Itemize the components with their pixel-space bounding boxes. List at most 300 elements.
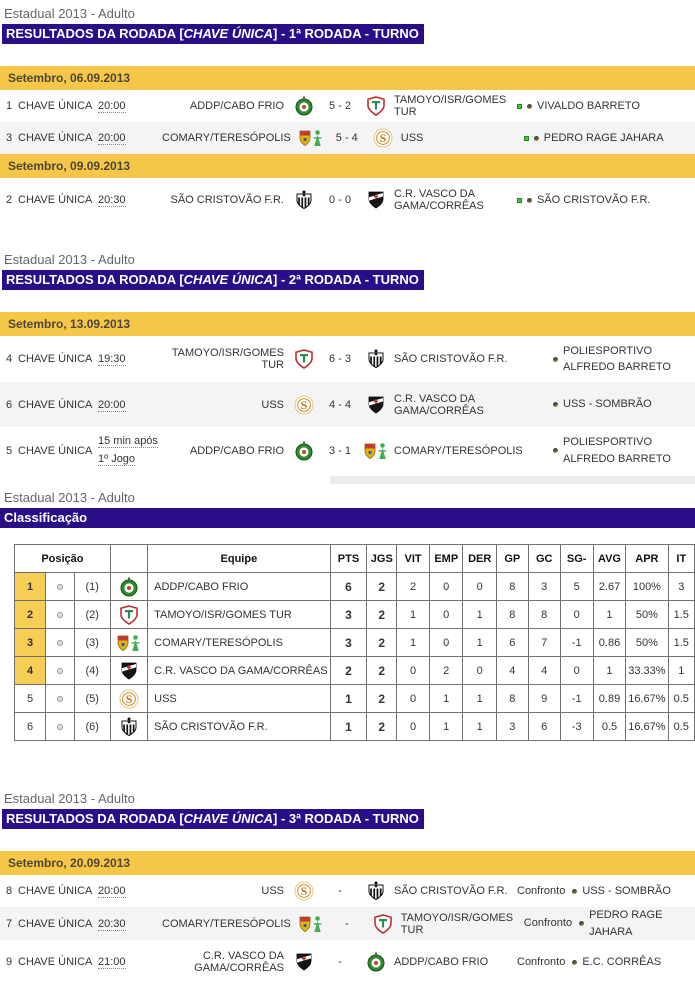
venue-cell	[517, 396, 695, 413]
match-time	[98, 399, 162, 411]
venue-name: PEDRO RAGE JAHARA	[589, 909, 663, 938]
venue-marker-icon	[579, 921, 584, 926]
team-name: COMARY/TERESÓPOLIS	[148, 629, 330, 657]
match-score: -	[338, 885, 342, 897]
match-time-tooltip[interactable]: 20:00	[98, 885, 126, 897]
match-score: 0 - 0	[328, 194, 351, 206]
venue-name: POLIESPORTIVO ALFREDO BARRETO	[563, 436, 671, 465]
seed: (1)	[74, 573, 110, 601]
uss-crest-icon	[373, 128, 393, 148]
venue-marker-icon	[553, 357, 558, 362]
addp-cabo-frio-crest-icon	[119, 577, 139, 597]
match-row-6	[0, 382, 695, 427]
banner-italic-text: CHAVE ÚNICA	[183, 272, 273, 287]
uss-crest-icon	[294, 395, 314, 415]
round-3-section	[0, 791, 695, 984]
match-row-5	[0, 427, 695, 474]
away-team: TAMOYO/ISR/GOMES TUR	[400, 911, 514, 936]
gc: 6	[528, 713, 560, 741]
venue-cell	[524, 130, 695, 147]
avg: 0.5	[593, 713, 626, 741]
table-row	[15, 573, 695, 601]
sg: 0	[560, 601, 593, 629]
status-dot	[46, 601, 74, 629]
away-team: COMARY/TERESÓPOLIS	[394, 444, 523, 457]
neutral-dot-icon	[57, 584, 63, 590]
venue-cell	[517, 98, 695, 115]
pts: 6	[330, 573, 367, 601]
comary-teresopolis-crest-icon	[298, 914, 324, 934]
away-crest	[370, 128, 396, 148]
gp: 8	[496, 601, 528, 629]
away-team: ADDP/CABO FRIO	[394, 956, 489, 968]
status-dot	[46, 657, 74, 685]
classification-section	[0, 490, 695, 741]
match-stage: CHAVE ÚNICA	[18, 398, 93, 411]
competition-title: Estadual 2013 - Adulto	[4, 490, 135, 505]
competition-title: Estadual 2013 - Adulto	[4, 6, 135, 21]
der: 1	[463, 601, 496, 629]
venue-cell	[517, 192, 695, 209]
date-header: Setembro, 13.09.2013	[0, 312, 695, 336]
home-team: COMARY/TERESÓPOLIS	[162, 132, 291, 144]
venue-cell	[517, 343, 695, 376]
match-score: 5 - 2	[328, 100, 351, 112]
vasco-crest-icon	[366, 395, 386, 415]
avg: 0.86	[593, 629, 626, 657]
confronto-label: Confronto	[523, 917, 573, 930]
match-time	[98, 918, 162, 930]
competition-title: Estadual 2013 - Adulto	[4, 791, 135, 806]
tamoyo-crest-icon	[119, 605, 139, 625]
position: 4	[15, 657, 46, 685]
venue-name: USS - SOMBRÃO	[582, 884, 671, 897]
home-crest	[291, 190, 317, 210]
col-avg: AVG	[593, 545, 626, 573]
it: 0.5	[668, 685, 694, 713]
position: 2	[15, 601, 46, 629]
team-name: SÃO CRISTOVÃO F.R.	[148, 713, 330, 741]
col-pts: PTS	[330, 545, 367, 573]
comary-teresopolis-crest-icon	[298, 128, 324, 148]
venue-marker-icon	[553, 402, 558, 407]
match-time	[98, 132, 162, 144]
position: 5	[15, 685, 46, 713]
match-time	[98, 353, 162, 365]
col-apr: APR	[626, 545, 668, 573]
match-number: 7	[6, 917, 13, 930]
away-team: C.R. VASCO DA GAMA/CORRÊAS	[394, 188, 484, 212]
match-time	[98, 885, 162, 897]
position: 6	[15, 713, 46, 741]
venue-cell	[517, 954, 695, 971]
home-team: SÃO CRISTOVÃO F.R.	[170, 194, 284, 206]
col-gc: GC	[528, 545, 560, 573]
venue-marker-icon	[527, 198, 532, 203]
table-row	[15, 629, 695, 657]
venue-marker-icon	[572, 960, 577, 965]
seed: (3)	[74, 629, 110, 657]
home-crest	[291, 881, 317, 901]
match-time	[98, 100, 162, 112]
table-row	[15, 601, 695, 629]
table-row	[15, 685, 695, 713]
avg: 0.89	[593, 685, 626, 713]
apr: 33.33%	[626, 657, 668, 685]
home-crest	[291, 441, 317, 461]
sg: -1	[560, 629, 593, 657]
round-2-banner	[2, 270, 424, 290]
match-stage: CHAVE ÚNICA	[18, 194, 93, 206]
match-row-1	[0, 90, 695, 122]
col-sg: SG-	[560, 545, 593, 573]
home-crest	[298, 128, 324, 148]
pts: 3	[330, 629, 367, 657]
col-der: DER	[463, 545, 496, 573]
sg: 5	[560, 573, 593, 601]
away-crest	[363, 395, 389, 415]
vit: 1	[397, 601, 430, 629]
match-time-tooltip[interactable]: 19:30	[98, 353, 126, 365]
confronto-label: Confronto	[517, 955, 566, 968]
it: 1.5	[668, 629, 694, 657]
finished-marker-icon	[517, 104, 522, 109]
gp: 6	[496, 629, 528, 657]
position: 3	[15, 629, 46, 657]
away-team: USS	[400, 132, 424, 144]
pts: 1	[330, 685, 367, 713]
tamoyo-crest-icon	[294, 349, 314, 369]
tamoyo-crest-icon	[366, 96, 386, 116]
home-crest	[291, 395, 317, 415]
finished-marker-icon	[517, 198, 522, 203]
neutral-dot-icon	[57, 724, 63, 730]
standings-table	[14, 544, 695, 741]
position: 1	[15, 573, 46, 601]
home-team: USS	[261, 398, 284, 411]
round-1-banner	[2, 24, 424, 44]
away-team: SÃO CRISTOVÃO F.R.	[394, 353, 508, 365]
col-equipe: Equipe	[148, 545, 330, 573]
match-number: 2	[6, 194, 13, 206]
apr: 16.67%	[626, 685, 668, 713]
match-stage: CHAVE ÚNICA	[18, 100, 93, 112]
match-row-4	[0, 336, 695, 382]
home-crest	[291, 96, 317, 116]
gc: 4	[528, 657, 560, 685]
seed: (4)	[74, 657, 110, 685]
col-vit: VIT	[397, 545, 430, 573]
match-time-tooltip[interactable]: 20:30	[98, 917, 126, 930]
round-1-section	[0, 6, 695, 222]
jgs: 2	[367, 657, 397, 685]
venue-name: USS - SOMBRÃO	[563, 398, 652, 411]
emp: 0	[429, 573, 463, 601]
match-stage: CHAVE ÚNICA	[18, 444, 93, 457]
tamoyo-crest-icon	[373, 914, 393, 934]
banner-italic-text: CHAVE ÚNICA	[183, 26, 273, 41]
away-team: TAMOYO/ISR/GOMES TUR	[394, 94, 507, 118]
it: 3	[668, 573, 694, 601]
venue-name: SÃO CRISTOVÃO F.R.	[537, 193, 651, 206]
away-team: SÃO CRISTOVÃO F.R.	[394, 885, 508, 897]
match-number: 5	[6, 444, 13, 457]
comary-teresopolis-crest-icon	[363, 441, 389, 461]
neutral-dot-icon	[57, 668, 63, 674]
comary-teresopolis-crest-icon	[116, 633, 142, 653]
status-dot	[46, 573, 74, 601]
venue-marker-icon	[572, 889, 577, 894]
status-dot	[46, 713, 74, 741]
table-row	[15, 657, 695, 685]
gp: 8	[496, 573, 528, 601]
match-score: 6 - 3	[328, 353, 351, 365]
home-crest	[298, 914, 324, 934]
sao-cristovao-crest-icon	[366, 349, 386, 369]
sg: -3	[560, 713, 593, 741]
it: 0.5	[668, 713, 694, 741]
gp: 4	[496, 657, 528, 685]
round-1-matches	[0, 66, 695, 222]
competition-title: Estadual 2013 - Adulto	[4, 252, 135, 267]
match-score: 3 - 1	[328, 444, 351, 457]
match-stage: CHAVE ÚNICA	[18, 917, 93, 930]
match-time-tooltip[interactable]: 20:00	[98, 100, 126, 112]
team-name: TAMOYO/ISR/GOMES TUR	[148, 601, 330, 629]
addp-cabo-frio-crest-icon	[366, 952, 386, 972]
venue-cell	[524, 907, 695, 940]
addp-cabo-frio-crest-icon	[294, 96, 314, 116]
venue-name: PEDRO RAGE JAHARA	[543, 131, 664, 144]
round-2-section	[0, 252, 695, 474]
match-number: 9	[6, 956, 13, 968]
home-team: TAMOYO/ISR/GOMES TUR	[171, 347, 284, 371]
vit: 0	[397, 657, 430, 685]
sao-cristovao-crest-icon	[294, 190, 314, 210]
match-time	[98, 956, 162, 968]
table-row	[15, 713, 695, 741]
away-team: C.R. VASCO DA GAMA/CORRÊAS	[394, 392, 484, 417]
uss-crest-icon	[294, 881, 314, 901]
match-time	[98, 433, 162, 468]
team-crest	[110, 629, 147, 657]
banner-text: RESULTADOS DA RODADA [	[6, 272, 184, 287]
vasco-crest-icon	[366, 190, 386, 210]
home-team: COMARY/TERESÓPOLIS	[162, 917, 291, 930]
team-crest	[110, 601, 147, 629]
match-stage: CHAVE ÚNICA	[18, 132, 93, 144]
team-crest	[110, 573, 147, 601]
it: 1.5	[668, 601, 694, 629]
emp: 0	[429, 629, 463, 657]
status-dot	[46, 629, 74, 657]
apr: 50%	[626, 601, 668, 629]
sao-cristovao-crest-icon	[366, 881, 386, 901]
der: 1	[463, 713, 496, 741]
neutral-dot-icon	[57, 696, 63, 702]
home-team: USS	[261, 885, 284, 897]
match-stage: CHAVE ÚNICA	[18, 885, 93, 897]
avg: 2.67	[593, 573, 626, 601]
banner-text: RESULTADOS DA RODADA [	[6, 26, 184, 41]
match-row-3	[0, 122, 695, 154]
home-team: ADDP/CABO FRIO	[189, 100, 284, 112]
finished-marker-icon	[524, 136, 529, 141]
team-crest	[110, 685, 147, 713]
vit: 0	[397, 713, 430, 741]
match-stage: CHAVE ÚNICA	[18, 353, 93, 365]
team-name: USS	[148, 685, 330, 713]
venue-marker-icon	[553, 448, 558, 453]
away-crest	[363, 190, 389, 210]
neutral-dot-icon	[57, 612, 63, 618]
team-crest	[110, 657, 147, 685]
match-time	[98, 194, 162, 206]
der: 1	[463, 629, 496, 657]
venue-name: POLIESPORTIVO ALFREDO BARRETO	[563, 344, 671, 373]
avg: 1	[593, 601, 626, 629]
banner-text: ] - 1ª RODADA - TURNO	[273, 26, 419, 41]
apr: 16.67%	[626, 713, 668, 741]
sg: -1	[560, 685, 593, 713]
pts: 2	[330, 657, 367, 685]
seed: (5)	[74, 685, 110, 713]
apr: 50%	[626, 629, 668, 657]
match-row-9	[0, 940, 695, 984]
sao-cristovao-crest-icon	[119, 717, 139, 737]
emp: 0	[429, 601, 463, 629]
team-name: ADDP/CABO FRIO	[148, 573, 330, 601]
match-number: 3	[6, 132, 13, 144]
pts: 1	[330, 713, 367, 741]
venue-marker-icon	[527, 104, 532, 109]
match-score: -	[338, 956, 342, 968]
home-team: C.R. VASCO DA GAMA/CORRÊAS	[194, 950, 284, 974]
seed: (6)	[74, 713, 110, 741]
uss-crest-icon	[119, 689, 139, 709]
venue-name: E.C. CORRÊAS	[582, 955, 662, 968]
venue-cell	[517, 434, 695, 467]
addp-cabo-frio-crest-icon	[294, 441, 314, 461]
match-row-8	[0, 875, 695, 907]
round-2-matches	[0, 312, 695, 474]
away-crest	[363, 441, 389, 461]
match-row-2	[0, 178, 695, 222]
team-crest	[110, 713, 147, 741]
match-time-tooltip[interactable]: 20:00	[98, 398, 126, 411]
gc: 7	[528, 629, 560, 657]
date-header: Setembro, 06.09.2013	[0, 66, 695, 90]
jgs: 2	[367, 573, 397, 601]
seed: (2)	[74, 601, 110, 629]
vit: 1	[397, 629, 430, 657]
neutral-dot-icon	[57, 640, 63, 646]
emp: 2	[429, 657, 463, 685]
sg: 0	[560, 657, 593, 685]
render-artifact	[330, 476, 695, 484]
venue-cell	[517, 883, 695, 900]
home-crest	[291, 349, 317, 369]
gc: 8	[528, 601, 560, 629]
col-crest	[110, 545, 147, 573]
avg: 1	[593, 657, 626, 685]
venue-marker-icon	[534, 136, 539, 141]
match-number: 1	[6, 100, 13, 112]
banner-text: ] - 3ª RODADA - TURNO	[273, 811, 419, 826]
banner-italic-text: CHAVE ÚNICA	[183, 811, 273, 826]
der: 0	[463, 573, 496, 601]
vasco-crest-icon	[119, 661, 139, 681]
apr: 100%	[626, 573, 668, 601]
gp: 8	[496, 685, 528, 713]
banner-text: RESULTADOS DA RODADA [	[6, 811, 184, 826]
col-jgs: JGS	[367, 545, 397, 573]
away-crest	[363, 349, 389, 369]
der: 1	[463, 685, 496, 713]
venue-name: VIVALDO BARRETO	[537, 99, 640, 112]
date-header: Setembro, 20.09.2013	[0, 851, 695, 875]
team-name: C.R. VASCO DA GAMA/CORRÊAS	[148, 657, 330, 685]
match-time-tooltip[interactable]: 20:00	[98, 132, 126, 144]
emp: 1	[429, 713, 463, 741]
gc: 9	[528, 685, 560, 713]
jgs: 2	[367, 629, 397, 657]
round-3-banner	[2, 809, 424, 829]
round-3-matches	[0, 851, 695, 984]
pts: 3	[330, 601, 367, 629]
match-score: 4 - 4	[328, 398, 351, 411]
standings-header-row	[15, 545, 695, 573]
match-time-tooltip[interactable]: 21:00	[98, 956, 126, 968]
away-crest	[363, 96, 389, 116]
away-crest	[363, 952, 389, 972]
emp: 1	[429, 685, 463, 713]
match-row-7	[0, 907, 695, 940]
gp: 3	[496, 713, 528, 741]
confronto-label: Confronto	[517, 884, 566, 897]
match-number: 6	[6, 398, 13, 411]
jgs: 2	[367, 713, 397, 741]
jgs: 2	[367, 601, 397, 629]
away-crest	[370, 914, 396, 934]
vit: 2	[397, 573, 430, 601]
match-score: -	[344, 917, 349, 930]
match-number: 4	[6, 353, 13, 365]
col-it: IT	[668, 545, 694, 573]
status-dot	[46, 685, 74, 713]
match-score: 5 - 4	[335, 132, 358, 144]
gc: 3	[528, 573, 560, 601]
col-gp: GP	[496, 545, 528, 573]
it: 1	[668, 657, 694, 685]
away-crest	[363, 881, 389, 901]
col-emp: EMP	[429, 545, 463, 573]
vit: 0	[397, 685, 430, 713]
match-time-tooltip[interactable]: 20:30	[98, 194, 126, 206]
der: 0	[463, 657, 496, 685]
home-team: ADDP/CABO FRIO	[189, 444, 284, 457]
match-time-tooltip[interactable]: 15 min após 1º Jogo	[98, 434, 158, 465]
match-stage: CHAVE ÚNICA	[18, 956, 93, 968]
match-number: 8	[6, 885, 13, 897]
banner-text: ] - 2ª RODADA - TURNO	[273, 272, 419, 287]
col-posicao: Posição	[15, 545, 111, 573]
home-crest	[291, 952, 317, 972]
vasco-crest-icon	[294, 952, 314, 972]
jgs: 2	[367, 685, 397, 713]
date-header: Setembro, 09.09.2013	[0, 154, 695, 178]
classification-banner: Classificação	[0, 508, 695, 528]
